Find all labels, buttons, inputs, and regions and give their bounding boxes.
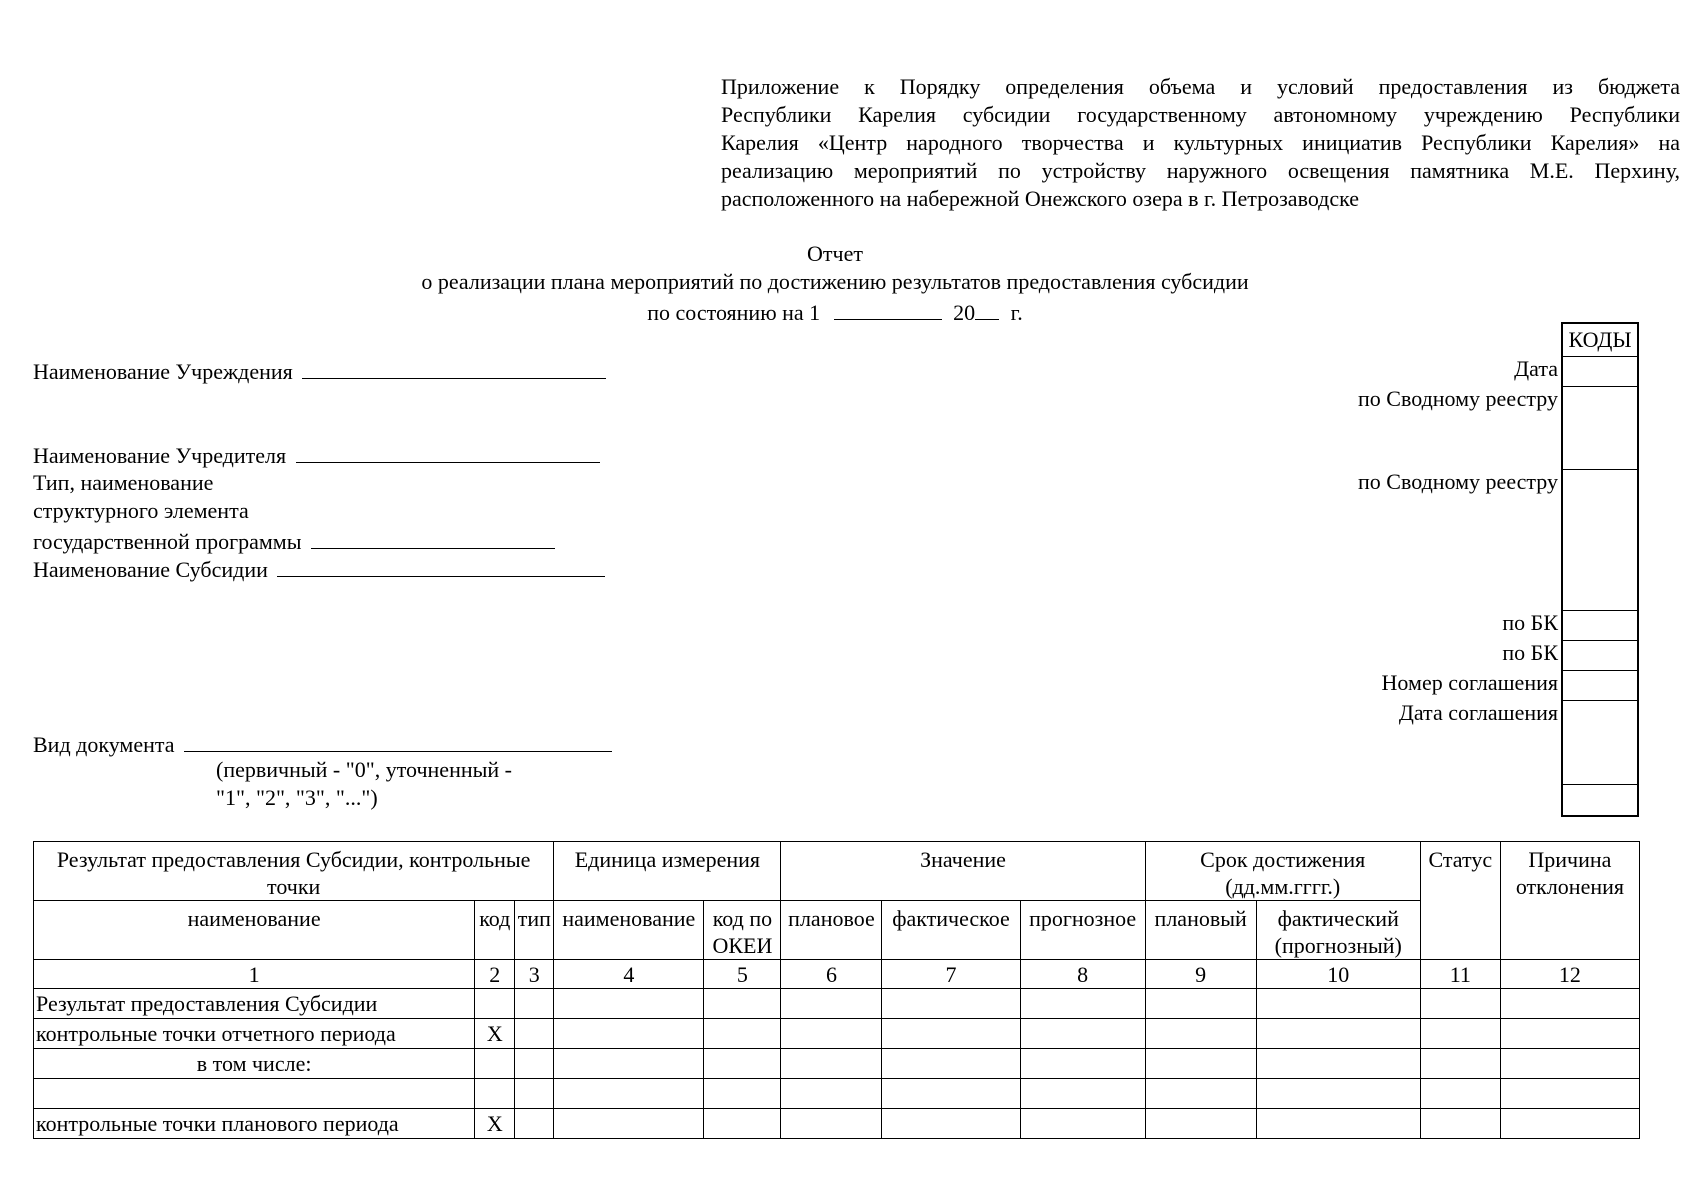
table-row — [34, 1019, 1640, 1049]
header-deadline: Срок достижения (дд.мм.гггг.) — [1145, 842, 1420, 901]
founder-input[interactable] — [296, 442, 600, 463]
codes-agreement-date-cell[interactable] — [1563, 700, 1637, 784]
cell[interactable] — [1500, 1019, 1639, 1049]
appendix-line: Республики Карелия субсидии государственному автономному учреждению Республики — [721, 102, 1680, 127]
row-code[interactable] — [475, 989, 515, 1019]
cell[interactable] — [704, 989, 781, 1019]
col-number: 9 — [1145, 960, 1256, 989]
subheader-type: тип — [515, 901, 554, 960]
cell[interactable] — [1500, 989, 1639, 1019]
cell[interactable] — [1420, 1079, 1500, 1109]
cell[interactable] — [1420, 1109, 1500, 1139]
row-name: Результат предоставления Субсидии — [34, 989, 475, 1019]
col-number: 5 — [704, 960, 781, 989]
subheader-code: код — [475, 901, 515, 960]
cell[interactable] — [554, 1049, 704, 1079]
cell[interactable] — [1145, 1049, 1256, 1079]
structural-label-1: Тип, наименование — [33, 470, 214, 495]
codes-registry-label-2: по Сводному реестру — [1358, 469, 1558, 494]
subheader-unit-name: наименование — [554, 901, 704, 960]
cell[interactable] — [882, 1019, 1020, 1049]
founder-field — [33, 442, 600, 467]
subheader-okei: код по ОКЕИ — [704, 901, 781, 960]
subheader-actual: фактическое — [882, 901, 1020, 960]
cell[interactable] — [1500, 1079, 1639, 1109]
table-row — [34, 989, 1640, 1019]
appendix-line: расположенного на набережной Онежского озера в г. Петрозаводске — [721, 186, 1360, 211]
codes-agreement-date-label: Дата соглашения — [1398, 700, 1558, 725]
cell[interactable] — [781, 1049, 882, 1079]
subsidy-input[interactable] — [277, 556, 605, 577]
row-code[interactable] — [475, 1079, 515, 1109]
col-number: 6 — [781, 960, 882, 989]
codes-bk-cell-1[interactable] — [1563, 610, 1637, 640]
structural-input[interactable] — [311, 528, 555, 549]
appendix-line: реализацию мероприятий по устройству наружного освещения памятника М.Е. Перхину, — [721, 158, 1680, 183]
cell[interactable] — [882, 1049, 1020, 1079]
appendix-note — [721, 73, 1680, 213]
col-number: 4 — [554, 960, 704, 989]
cell[interactable] — [554, 1079, 704, 1109]
header-reason: Причина отклонения — [1500, 842, 1639, 960]
codes-doc-type-cell[interactable] — [1563, 784, 1637, 815]
row-name[interactable] — [34, 1079, 475, 1109]
codes-bk-label-1: по БК — [1502, 610, 1558, 635]
results-table — [33, 841, 1640, 1139]
codes-column — [1561, 322, 1639, 817]
codes-registry-label-1: по Сводному реестру — [1358, 386, 1558, 411]
report-title: Отчет — [807, 241, 863, 266]
cell[interactable] — [781, 1079, 882, 1109]
cell[interactable] — [781, 1109, 882, 1139]
cell[interactable] — [1020, 989, 1145, 1019]
institution-field — [33, 358, 606, 383]
doc-type-input[interactable] — [184, 731, 612, 752]
appendix-line: Карелия «Центр народного творчества и культурных инициатив Республики Карелия» на — [721, 130, 1680, 155]
structural-label-2: структурного элемента — [33, 498, 249, 523]
cell[interactable] — [1145, 1019, 1256, 1049]
cell[interactable] — [1420, 1049, 1500, 1079]
cell[interactable] — [554, 1109, 704, 1139]
subheader-planned: плановое — [781, 901, 882, 960]
col-number: 2 — [475, 960, 515, 989]
row-name: контрольные точки планового периода — [34, 1109, 475, 1139]
header-value: Значение — [781, 842, 1145, 901]
cell[interactable] — [1256, 1019, 1420, 1049]
row-name: контрольные точки отчетного периода — [34, 1019, 475, 1049]
codes-registry-cell-1[interactable] — [1563, 386, 1637, 469]
col-number: 1 — [34, 960, 475, 989]
report-date-suffix: г. — [1010, 300, 1023, 325]
cell[interactable] — [1020, 1019, 1145, 1049]
header-unit: Единица измерения — [554, 842, 781, 901]
table-row — [34, 1049, 1640, 1079]
cell[interactable] — [554, 1019, 704, 1049]
cell[interactable] — [704, 1079, 781, 1109]
col-number: 12 — [1500, 960, 1639, 989]
cell[interactable] — [1020, 1109, 1145, 1139]
doc-type-hint-2: "1", "2", "3", "...") — [216, 785, 378, 810]
col-number: 11 — [1420, 960, 1500, 989]
col-number: 10 — [1256, 960, 1420, 989]
cell[interactable] — [704, 1049, 781, 1079]
codes-agreement-number-label: Номер соглашения — [1381, 670, 1558, 695]
doc-type-hint-1: (первичный - "0", уточненный - — [216, 757, 512, 782]
subheader-plan-date: плановый — [1145, 901, 1256, 960]
codes-date-cell[interactable] — [1563, 356, 1637, 386]
col-number: 8 — [1020, 960, 1145, 989]
col-number: 7 — [882, 960, 1020, 989]
subheader-actual-date: фактический (прогнозный) — [1256, 901, 1420, 960]
cell[interactable] — [515, 1049, 554, 1079]
cell[interactable] — [1256, 989, 1420, 1019]
cell[interactable] — [1256, 1109, 1420, 1139]
cell[interactable] — [554, 989, 704, 1019]
table-row — [34, 1079, 1640, 1109]
header-status: Статус — [1420, 842, 1500, 960]
codes-date-label: Дата — [1514, 356, 1558, 381]
cell[interactable] — [1145, 1109, 1256, 1139]
structural-field — [33, 528, 555, 553]
col-number: 3 — [515, 960, 554, 989]
codes-agreement-number-cell[interactable] — [1563, 670, 1637, 700]
cell[interactable] — [882, 1079, 1020, 1109]
report-date-year: 20 — [953, 300, 976, 325]
subheader-forecast: прогнозное — [1020, 901, 1145, 960]
codes-bk-label-2: по БК — [1502, 640, 1558, 665]
row-code[interactable] — [475, 1049, 515, 1079]
cell[interactable] — [1420, 989, 1500, 1019]
cell[interactable] — [515, 1079, 554, 1109]
row-code: X — [475, 1109, 515, 1139]
cell[interactable] — [1256, 1049, 1420, 1079]
report-date-line — [0, 299, 1670, 324]
cell[interactable] — [882, 989, 1020, 1019]
doc-type-label: Вид документа — [33, 732, 175, 757]
subsidy-field — [33, 556, 605, 581]
cell[interactable] — [1020, 1049, 1145, 1079]
subsidy-label: Наименование Субсидии — [33, 557, 268, 582]
structural-label-3: государственной программы — [33, 529, 302, 554]
cell[interactable] — [704, 1109, 781, 1139]
row-name: в том числе: — [34, 1049, 475, 1079]
cell[interactable] — [1500, 1049, 1639, 1079]
cell[interactable] — [781, 1019, 882, 1049]
cell[interactable] — [704, 1019, 781, 1049]
cell[interactable] — [781, 989, 882, 1019]
codes-header: КОДЫ — [1568, 327, 1632, 352]
codes-bk-cell-2[interactable] — [1563, 640, 1637, 670]
table-row — [34, 1109, 1640, 1139]
appendix-line: Приложение к Порядку определения объема и условий предоставления из бюджета — [721, 74, 1680, 99]
cell[interactable] — [515, 989, 554, 1019]
cell[interactable] — [1145, 989, 1256, 1019]
report-year-blank[interactable] — [975, 299, 999, 320]
row-code: X — [475, 1019, 515, 1049]
cell[interactable] — [1020, 1079, 1145, 1109]
doc-type-field — [33, 731, 612, 756]
founder-label: Наименование Учредителя — [33, 443, 287, 468]
report-date-prefix: по состоянию на 1 — [647, 300, 821, 325]
institution-input[interactable] — [302, 358, 606, 379]
cell[interactable] — [1420, 1019, 1500, 1049]
report-date-blank[interactable] — [834, 299, 942, 320]
report-subtitle: о реализации плана мероприятий по достижению результатов предоставления субсидии — [421, 269, 1249, 294]
cell[interactable] — [882, 1109, 1020, 1139]
cell[interactable] — [1256, 1079, 1420, 1109]
cell[interactable] — [515, 1019, 554, 1049]
institution-label: Наименование Учреждения — [33, 359, 293, 384]
header-result: Результат предоставления Субсидии, контрольные точки — [34, 842, 554, 901]
cell[interactable] — [515, 1109, 554, 1139]
codes-registry-cell-2[interactable] — [1563, 469, 1637, 610]
cell[interactable] — [1500, 1109, 1639, 1139]
subheader-name: наименование — [34, 901, 475, 960]
cell[interactable] — [1145, 1079, 1256, 1109]
